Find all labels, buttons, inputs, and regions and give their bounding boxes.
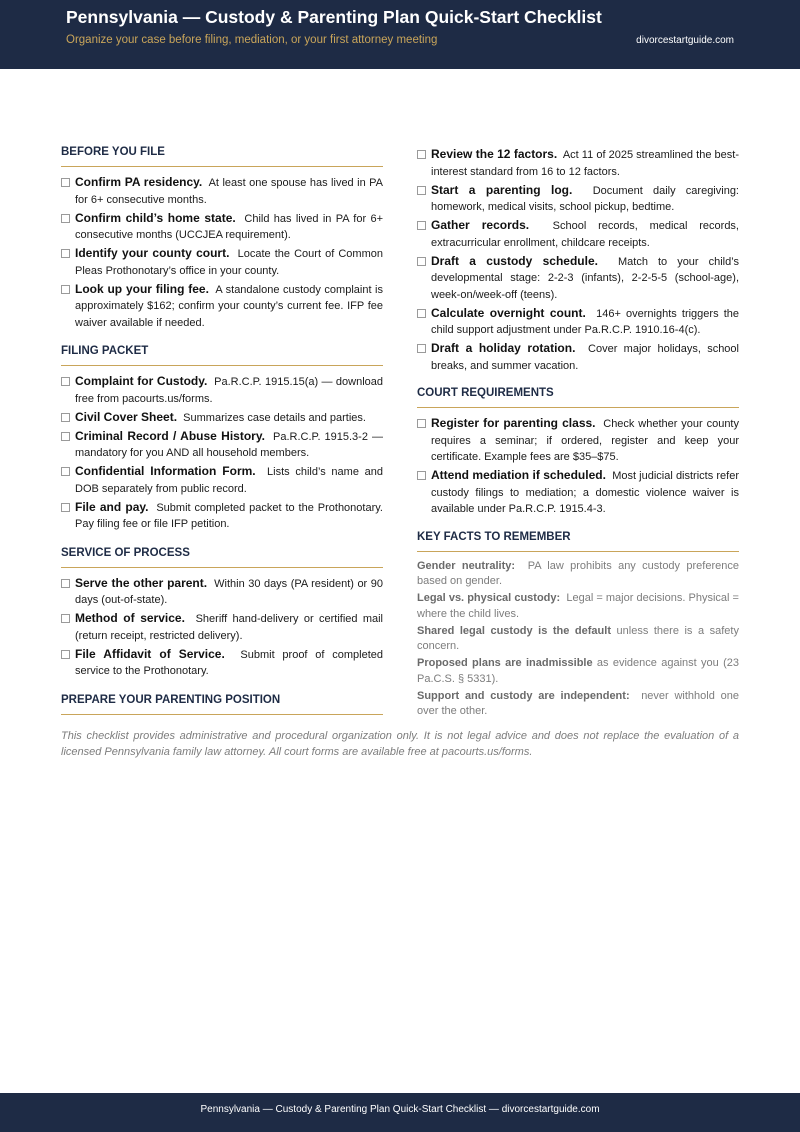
checkbox-icon[interactable]	[61, 650, 70, 659]
fact-label: Proposed plans are inadmissible	[417, 657, 593, 669]
item-text: Within 30 days (PA resident) or 90 days (out-of-state).	[75, 577, 383, 606]
fact-text: as evidence against you (23 Pa.C.S. § 5331).	[417, 657, 739, 685]
checklist-item[interactable]	[417, 253, 739, 304]
item-text: Child has lived in PA for 6+ consecutive months (UCCJEA requirement).	[75, 212, 383, 241]
item-text: Pa.R.C.P. 1915.3-2 — mandatory for you AND all household members.	[75, 430, 383, 459]
item-text: Most judicial districts refer custody filings to mediation; a domestic violence waiver is available under Pa.R.C.P. 1915.4-3.	[431, 470, 739, 515]
checklist-item[interactable]	[61, 210, 383, 244]
item-title: Method of service.	[75, 611, 185, 625]
page-footer: Pennsylvania — Custody & Parenting Plan Quick-Start Checklist — divorcestartguide.com	[0, 1093, 800, 1132]
checkbox-icon[interactable]	[61, 413, 70, 422]
checkbox-icon[interactable]	[417, 257, 426, 266]
key-facts-list	[417, 559, 739, 720]
checklist-item[interactable]	[61, 499, 383, 533]
item-title: Draft a holiday rotation.	[431, 341, 576, 355]
item-title: Calculate overnight count.	[431, 305, 586, 320]
checklist-item[interactable]	[61, 174, 383, 208]
item-text: School records, medical records, extracurricular enrollment, childcare receipts.	[431, 220, 739, 249]
item-title: Confirm child’s home state.	[75, 210, 236, 225]
checklist-item[interactable]	[61, 610, 383, 644]
checkbox-icon[interactable]	[61, 467, 70, 476]
checklist-court-requirements	[417, 415, 739, 518]
item-text: Submit proof of completed service to the Prothonotary.	[75, 648, 383, 677]
item-title: Serve the other parent.	[75, 575, 208, 590]
checklist-item[interactable]	[417, 217, 739, 251]
item-title: Confirm PA residency.	[75, 175, 203, 189]
item-title: Look up your filing fee.	[75, 281, 209, 296]
fact-text: unless there is a safety concern.	[417, 624, 739, 652]
checkbox-icon[interactable]	[61, 579, 70, 588]
checkbox-icon[interactable]	[61, 285, 70, 294]
page-header	[0, 0, 800, 69]
section-title-filing-packet: FILING PACKET	[61, 345, 383, 366]
checklist-item[interactable]	[61, 575, 383, 609]
page-title: Pennsylvania — Custody & Parenting Plan Quick-Start Checklist	[66, 7, 602, 27]
checklist-item[interactable]	[417, 305, 739, 339]
fact-label: Legal vs. physical custody:	[417, 592, 561, 604]
checklist-item[interactable]	[61, 463, 383, 497]
checkbox-icon[interactable]	[417, 221, 426, 230]
section-title-service-of-process: SERVICE OF PROCESS	[61, 547, 383, 568]
checkbox-icon[interactable]	[417, 150, 426, 159]
checklist-item[interactable]	[61, 646, 383, 680]
item-text: Document daily caregiving: homework, medical visits, school pickup, bedtime.	[431, 184, 739, 213]
item-text: 146+ overnights triggers the child support adjustment under Pa.R.C.P. 1910.16-4(c).	[431, 307, 739, 336]
checklist-before-you-file	[61, 174, 383, 331]
item-text: Summarizes case details and parties.	[183, 411, 366, 424]
item-title: Register for parenting class.	[431, 416, 596, 430]
checklist-item[interactable]	[61, 428, 383, 462]
section-title-court-requirements: COURT REQUIREMENTS	[417, 387, 739, 408]
checklist-parenting-position	[417, 146, 739, 374]
key-fact	[417, 624, 739, 655]
checkbox-icon[interactable]	[61, 178, 70, 187]
checkbox-icon[interactable]	[61, 432, 70, 441]
section-title-parenting-position: PREPARE YOUR PARENTING POSITION	[61, 694, 383, 715]
checkbox-icon[interactable]	[417, 471, 426, 480]
checkbox-icon[interactable]	[417, 186, 426, 195]
item-text: Lists child’s name and DOB separately from public record.	[75, 466, 383, 495]
item-title: File Affidavit of Service.	[75, 646, 225, 661]
item-title: Draft a custody schedule.	[431, 253, 598, 268]
key-fact	[417, 591, 739, 622]
item-title: File and pay.	[75, 499, 149, 514]
item-text: Submit completed packet to the Prothonotary. Pay filing fee or file IFP petition.	[75, 501, 383, 530]
item-title: Identify your county court.	[75, 246, 230, 260]
checkbox-icon[interactable]	[61, 614, 70, 623]
item-text: Cover major holidays, school breaks, and summer vacation.	[431, 343, 739, 372]
left-column	[61, 146, 383, 722]
item-text: A standalone custody complaint is approximately $162; confirm your county’s current fee. IFP fee waiver available if needed.	[75, 283, 383, 329]
fact-text: Legal = major decisions. Physical = where the child lives.	[417, 592, 739, 620]
item-text: Act 11 of 2025 streamlined the best-interest standard from 16 to 12 factors.	[431, 149, 739, 178]
item-text: Locate the Court of Common Pleas Prothonotary’s office in your county.	[75, 248, 383, 277]
section-title-before-you-file: BEFORE YOU FILE	[61, 146, 383, 167]
checklist-item[interactable]	[61, 281, 383, 332]
item-title: Gather records.	[431, 218, 530, 232]
checklist-item[interactable]	[417, 182, 739, 216]
checkbox-icon[interactable]	[417, 419, 426, 428]
checklist-filing-packet	[61, 373, 383, 533]
checklist-item[interactable]	[61, 409, 383, 427]
fact-text: never withhold one over the other.	[417, 689, 739, 717]
fact-label: Gender neutrality:	[417, 559, 516, 572]
key-fact	[417, 559, 739, 590]
item-title: Review the 12 factors.	[431, 147, 558, 161]
item-text: At least one spouse has lived in PA for 6+ consecutive months.	[75, 177, 384, 206]
item-text: Pa.R.C.P. 1915.15(a) — download free from pacourts.us/forms.	[75, 376, 383, 405]
right-column	[417, 146, 739, 721]
fact-text: PA law prohibits any custody preference based on gender.	[417, 559, 739, 587]
page-subtitle: Organize your case before filing, mediation, or your first attorney meeting	[66, 34, 438, 46]
fact-label: Shared legal custody is the default	[417, 624, 611, 637]
item-title: Start a parenting log.	[431, 182, 573, 197]
item-text: Check whether your county requires a seminar; if ordered, register and keep your certificate. Example fees are $35–$75.	[431, 418, 739, 463]
item-text: Sheriff hand-delivery or certified mail (return receipt, restricted delivery).	[75, 613, 383, 642]
key-fact	[417, 689, 739, 720]
checklist-item[interactable]	[417, 467, 739, 518]
checkbox-icon[interactable]	[417, 309, 426, 318]
item-title: Civil Cover Sheet.	[75, 409, 178, 424]
checkbox-icon[interactable]	[61, 503, 70, 512]
item-text: Match to your child’s developmental stage: 2-2-3 (infants), 2-2-5-5 (school-age), week-on/week-off (teens).	[431, 255, 739, 301]
item-title: Criminal Record / Abuse History.	[75, 428, 265, 443]
site-name: divorcestartguide.com	[636, 35, 734, 46]
item-title: Confidential Information Form.	[75, 464, 256, 478]
checklist-item[interactable]	[417, 340, 739, 374]
checklist-service-of-process	[61, 575, 383, 680]
checkbox-icon[interactable]	[61, 214, 70, 223]
checklist-item[interactable]	[61, 373, 383, 407]
checklist-item[interactable]	[417, 146, 739, 180]
item-title: Complaint for Custody.	[75, 374, 208, 388]
section-title-key-facts: KEY FACTS TO REMEMBER	[417, 531, 739, 552]
checkbox-icon[interactable]	[61, 249, 70, 258]
key-fact	[417, 656, 739, 687]
disclaimer: This checklist provides administrative and procedural organization only. It is not legal advice and does not replace the evaluation of a licensed Pennsylvania family law attorney. All court forms are available free at pacourts.us/forms.	[61, 730, 739, 758]
fact-label: Support and custody are independent:	[417, 689, 630, 702]
checkbox-icon[interactable]	[61, 377, 70, 386]
checklist-item[interactable]	[417, 415, 739, 466]
checklist-item[interactable]	[61, 245, 383, 279]
item-title: Attend mediation if scheduled.	[431, 468, 606, 482]
checkbox-icon[interactable]	[417, 344, 426, 353]
